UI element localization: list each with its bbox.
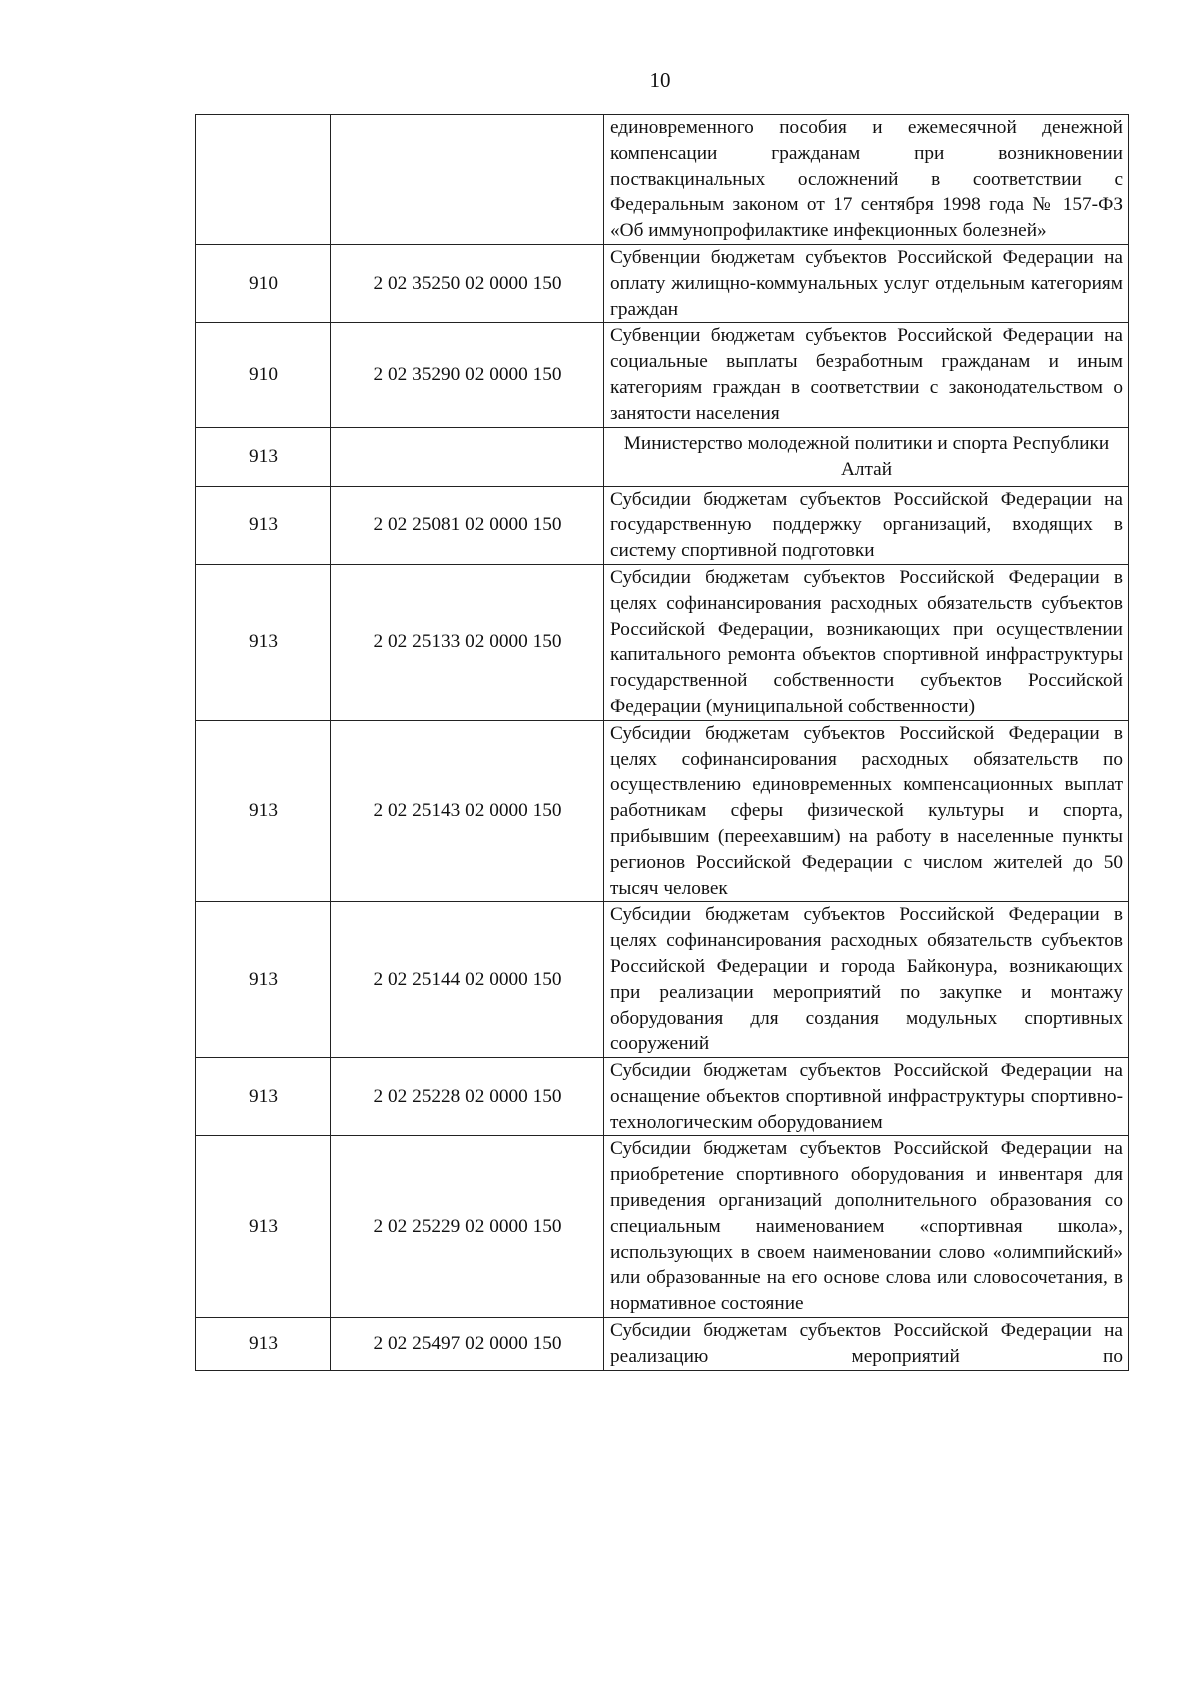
admin-code-cell: 913 (196, 564, 331, 720)
admin-code-cell: 913 (196, 427, 331, 486)
admin-code-cell: 913 (196, 1136, 331, 1318)
table-row (196, 1318, 1129, 1371)
table-row (196, 564, 1129, 720)
description-cell: Субсидии бюджетам субъектов Российской Федерации в целях софинансирования расходных обязательств по осуществлению единовременных компенсационных выплат работникам сферы физической культуры и спорта, прибывшим (переехавшим) на работу в населенные пункты регионов Российской Федерации с числом жителей до 50 тысяч человек (604, 720, 1129, 902)
description-cell: Субсидии бюджетам субъектов Российской Федерации на приобретение спортивного оборудования и инвентаря для приведения организаций дополнительного образования со специальным наименованием «спортивная школа», использующих в своем наименовании слово «олимпийский» или образованные на его основе слова или словосочетания, в нормативное состояние (604, 1136, 1129, 1318)
description-cell: Субсидии бюджетам субъектов Российской Федерации в целях софинансирования расходных обязательств субъектов Российской Федерации и города Байконура, возникающих при реализации мероприятий по закупке и монтажу оборудования для создания модульных спортивных сооружений (604, 902, 1129, 1058)
description-cell: Субвенции бюджетам субъектов Российской Федерации на социальные выплаты безработным гражданам и иным категориям граждан в соответствии с законодательством о занятости населения (604, 323, 1129, 427)
table-row (196, 1136, 1129, 1318)
table-row (196, 1058, 1129, 1136)
description-cell: Субсидии бюджетам субъектов Российской Федерации на оснащение объектов спортивной инфраструктуры спортивно-технологическим оборудованием (604, 1058, 1129, 1136)
description-cell: Субсидии бюджетам субъектов Российской Федерации на реализацию мероприятий по (604, 1318, 1129, 1371)
admin-code-cell (196, 115, 331, 245)
budget-code-cell: 2 02 25229 02 0000 150 (331, 1136, 604, 1318)
admin-code-cell: 913 (196, 1318, 331, 1371)
budget-code-cell (331, 427, 604, 486)
table-row (196, 115, 1129, 245)
admin-code-cell: 913 (196, 902, 331, 1058)
admin-code-cell: 910 (196, 323, 331, 427)
budget-code-cell: 2 02 25081 02 0000 150 (331, 486, 604, 564)
budget-code-cell: 2 02 35290 02 0000 150 (331, 323, 604, 427)
admin-code-cell: 910 (196, 244, 331, 322)
budget-code-cell (331, 115, 604, 245)
ministry-name-cell: Министерство молодежной политики и спорта Республики Алтай (604, 427, 1129, 486)
budget-code-cell: 2 02 35250 02 0000 150 (331, 244, 604, 322)
admin-code-cell: 913 (196, 1058, 331, 1136)
page-number: 10 (649, 68, 671, 92)
description-cell: Субсидии бюджетам субъектов Российской Федерации на государственную поддержку организаций, входящих в систему спортивной подготовки (604, 486, 1129, 564)
budget-code-cell: 2 02 25144 02 0000 150 (331, 902, 604, 1058)
table-row (196, 486, 1129, 564)
table-row (196, 902, 1129, 1058)
description-cell: единовременного пособия и ежемесячной денежной компенсации гражданам при возникновении поствакцинальных осложнений в соответствии с Федеральным законом от 17 сентября 1998 года № 157-ФЗ «Об иммунопрофилактике инфекционных болезней» (604, 115, 1129, 245)
admin-code-cell: 913 (196, 486, 331, 564)
admin-code-cell: 913 (196, 720, 331, 902)
table-row (196, 244, 1129, 322)
budget-codes-table (195, 114, 1129, 1371)
table-row-section-header (196, 427, 1129, 486)
table-row (196, 323, 1129, 427)
budget-code-cell: 2 02 25143 02 0000 150 (331, 720, 604, 902)
budget-code-cell: 2 02 25497 02 0000 150 (331, 1318, 604, 1371)
table-row (196, 720, 1129, 902)
budget-code-cell: 2 02 25228 02 0000 150 (331, 1058, 604, 1136)
description-cell: Субвенции бюджетам субъектов Российской Федерации на оплату жилищно-коммунальных услуг отдельным категориям граждан (604, 244, 1129, 322)
description-cell: Субсидии бюджетам субъектов Российской Федерации в целях софинансирования расходных обязательств субъектов Российской Федерации, возникающих при осуществлении капитального ремонта объектов спортивной инфраструктуры государственной собственности субъектов Российской Федерации (муниципальной собственности) (604, 564, 1129, 720)
budget-code-cell: 2 02 25133 02 0000 150 (331, 564, 604, 720)
